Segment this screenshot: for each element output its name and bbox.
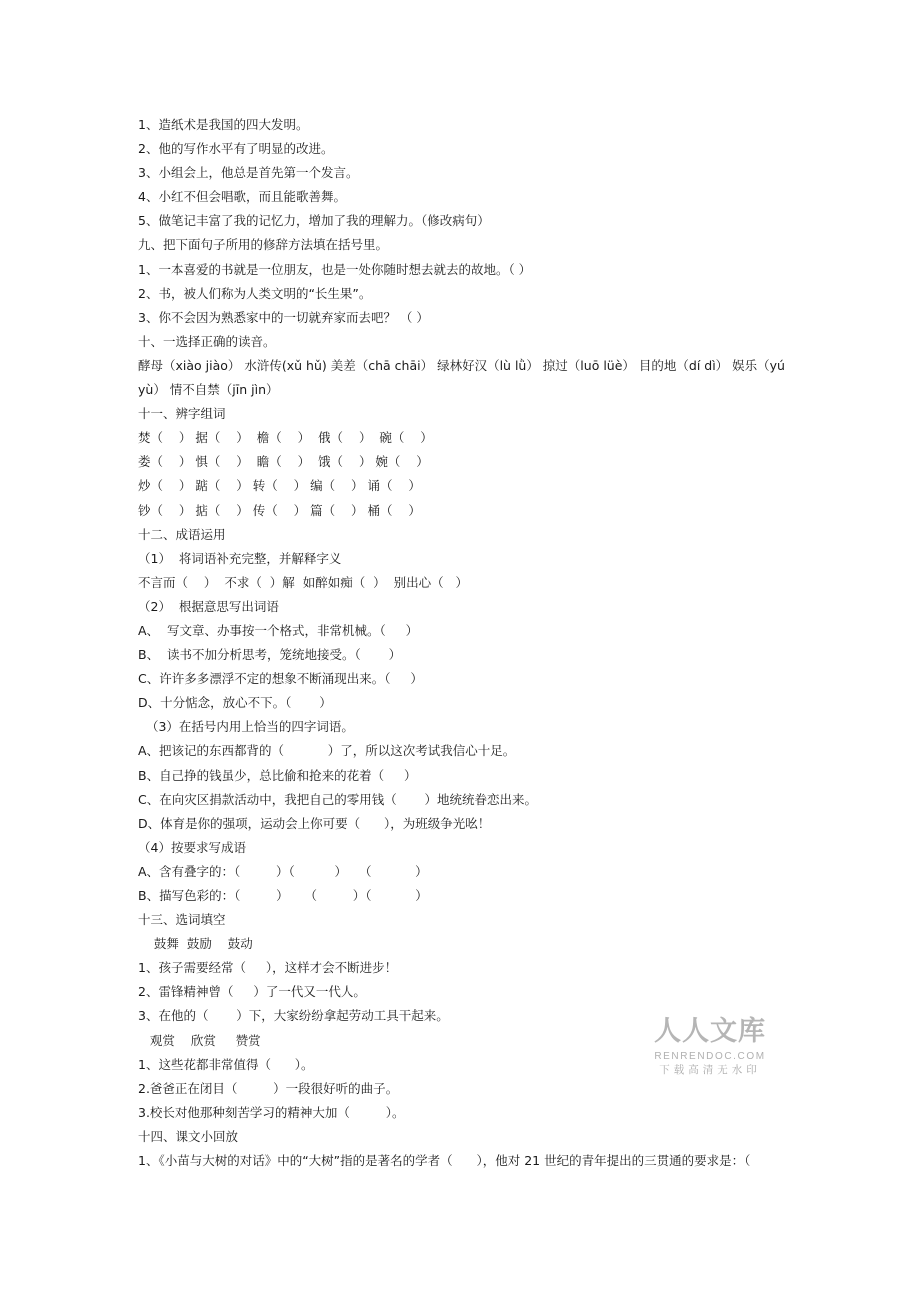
text-line: B、 读书不加分析思考，笼统地接受。（ ）	[138, 647, 402, 663]
watermark-subtitle: 下载高清无水印	[659, 1064, 761, 1076]
text-line: 娄（ ） 惧（ ） 瞻（ ） 饿（ ） 婉（ ）	[138, 454, 429, 470]
section-heading: 十一、辨字组词	[138, 406, 226, 422]
text-line: 1、这些花都非常值得（ ）。	[138, 1056, 314, 1072]
text-line: D、体育是你的强项，运动会上你可要（ ），为班级争光吆！	[138, 815, 491, 831]
text-line: yù） 情不自禁（jīn jìn）	[138, 382, 279, 398]
watermark-url: RENRENDOC.COM	[654, 1051, 766, 1062]
text-line: （4）按要求写成语	[138, 839, 246, 855]
document-body	[138, 113, 798, 1173]
text-line: （3）在括号内用上恰当的四字词语。	[138, 719, 354, 735]
text-line: 不言而（ ） 不求（ ）解 如醉如痴（ ） 别出心（ ）	[138, 574, 469, 590]
text-line: 钞（ ） 掂（ ） 传（ ） 篇（ ） 桶（ ）	[138, 502, 421, 518]
watermark	[648, 1016, 772, 1077]
text-line: D、十分惦念，放心不下。（ ）	[138, 695, 332, 711]
text-line: 4、小红不但会唱歌，而且能歌善舞。	[138, 189, 346, 205]
text-line: C、在向灾区捐款活动中，我把自己的零用钱（ ）地统统眷恋出来。	[138, 791, 538, 807]
text-line: 酵母（xiào jiào） 水浒传(xǔ hǔ) 美差（chā chāi） 绿林好汉（lù lǜ） 掠过（luō lüè） 目的地（dí dì） 娱乐（yú	[138, 357, 785, 373]
watermark-title: 人人文库	[654, 1016, 766, 1047]
section-heading: 十二、成语运用	[138, 526, 226, 542]
text-line: 3、小组会上，他总是首先第一个发言。	[138, 165, 359, 181]
section-heading: 十、一选择正确的读音。	[138, 333, 276, 349]
text-line: C、许许多多漂浮不定的想象不断涌现出来。（ ）	[138, 671, 423, 687]
text-line: B、描写色彩的：（ ） （ ）（ ）	[138, 888, 428, 903]
text-line: 3、在他的（ ）下，大家纷纷拿起劳动工具干起来。	[138, 1008, 449, 1024]
section-heading: 十三、选词填空	[138, 912, 226, 928]
text-line: 鼓舞 鼓励 鼓动	[138, 936, 253, 952]
text-line: 2、他的写作水平有了明显的改进。	[138, 141, 334, 157]
text-line: 1、《小苗与大树的对话》中的“大树”指的是著名的学者（ ），他对 21 世纪的青年提出的三贯通的要求是：（	[138, 1153, 751, 1169]
text-line: 炒（ ） 踮（ ） 转（ ） 编（ ） 诵（ ）	[138, 478, 421, 494]
text-line: 5、做笔记丰富了我的记忆力，增加了我的理解力。（修改病句）	[138, 213, 490, 229]
text-line: 1、造纸术是我国的四大发明。	[138, 117, 309, 132]
text-line: B、自己挣的钱虽少，总比偷和抢来的花着（ ）	[138, 767, 417, 783]
section-heading: 九、把下面句子所用的修辞方法填在括号里。	[138, 237, 389, 253]
text-line: 观赏 欣赏 赞赏	[138, 1032, 261, 1048]
text-line: 1、孩子需要经常（ ），这样才会不断进步！	[138, 960, 398, 976]
text-line: 2、书，被人们称为人类文明的“长生果”。	[138, 285, 372, 301]
text-line: 焚（ ） 据（ ） 檐（ ） 俄（ ） 碗（ ）	[138, 430, 433, 446]
text-line: A、含有叠字的：（ ）（ ） （ ）	[138, 863, 428, 879]
text-line: A、 写文章、办事按一个格式，非常机械。（ ）	[138, 622, 419, 638]
text-line: （2） 根据意思写出词语	[138, 598, 279, 614]
section-heading: 十四、课文小回放	[138, 1128, 239, 1144]
text-line: A、把该记的东西都背的（ ）了，所以这次考试我信心十足。	[138, 743, 516, 759]
text-line: 3、你不会因为熟悉家中的一切就弃家而去吧？ （ ）	[138, 309, 429, 325]
text-line: （1） 将词语补充完整，并解释字义	[138, 550, 342, 566]
text-line: 3.校长对他那种刻苦学习的精神大加（ ）。	[138, 1104, 405, 1120]
text-line: 2、雷锋精神曾（ ）了一代又一代人。	[138, 984, 366, 1000]
text-line: 2.爸爸正在闭目（ ）一段很好听的曲子。	[138, 1080, 399, 1096]
text-line: 1、一本喜爱的书就是一位朋友，也是一处你随时想去就去的故地。（ ）	[138, 261, 532, 277]
